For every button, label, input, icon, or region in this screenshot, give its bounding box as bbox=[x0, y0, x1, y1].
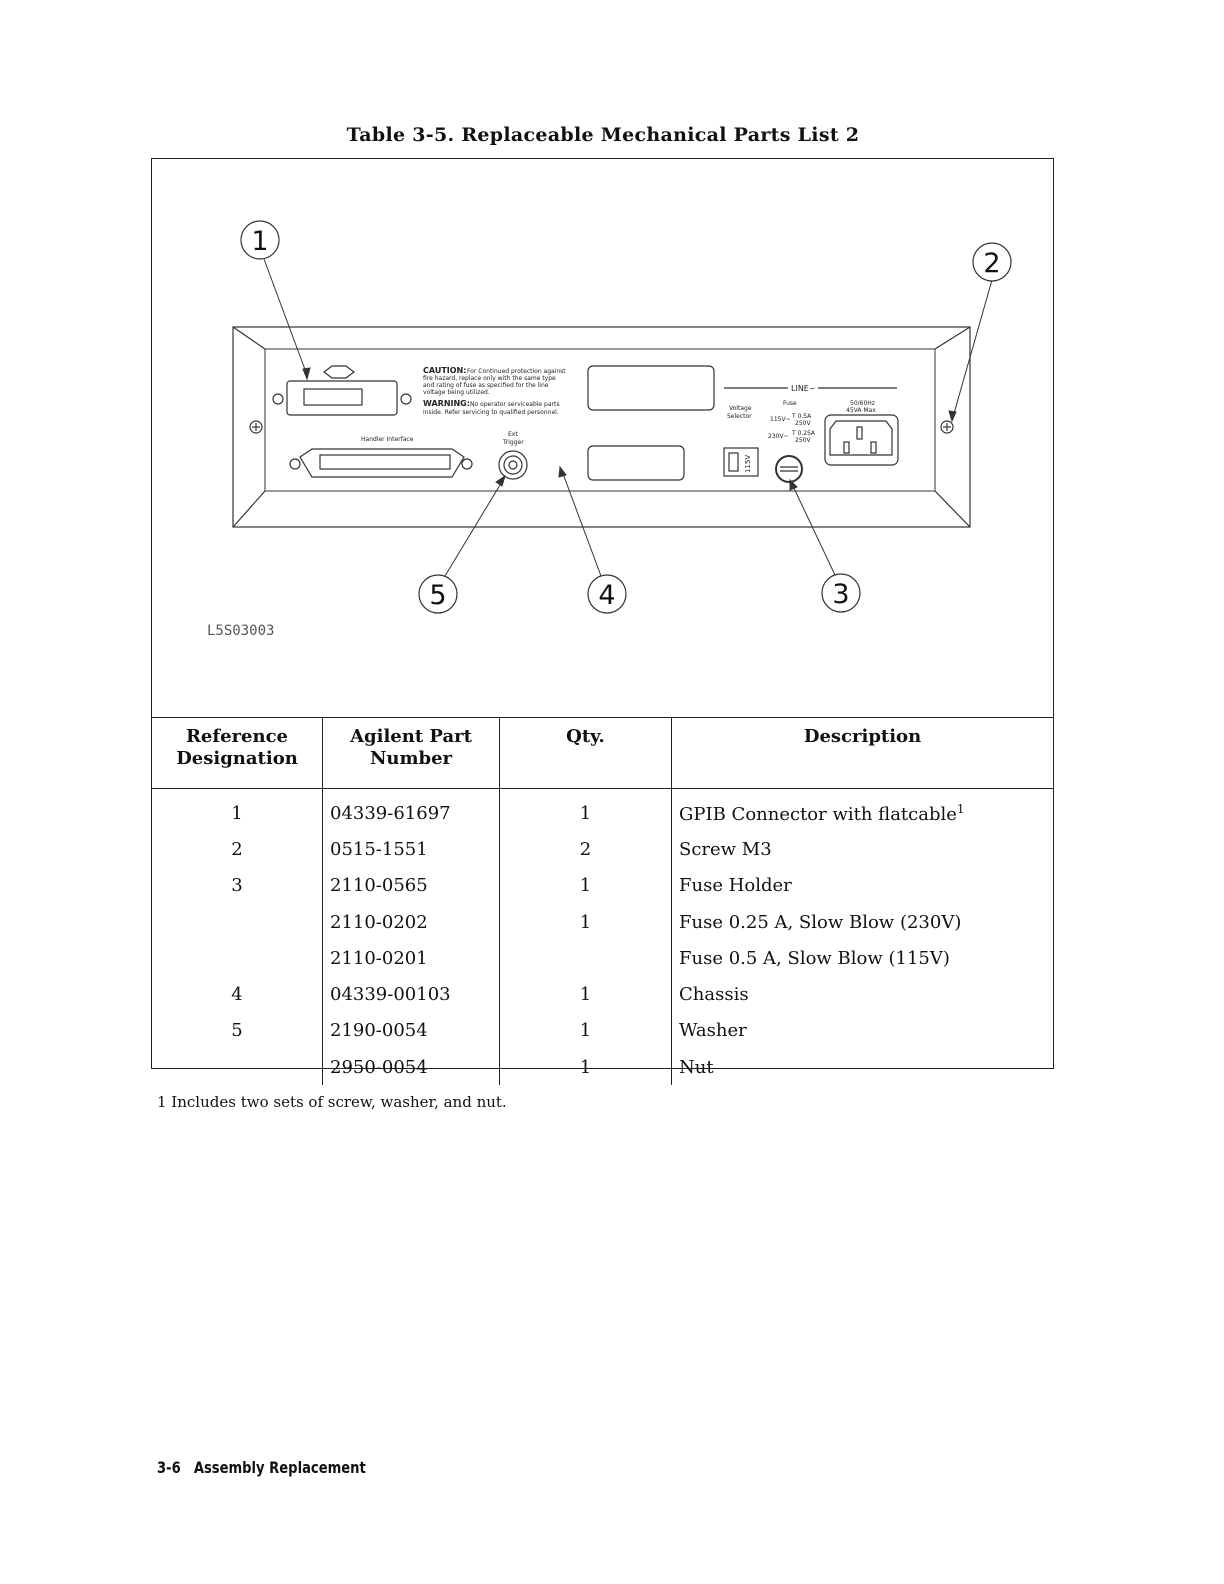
gpib-connector bbox=[273, 366, 411, 415]
description-text: Fuse 0.25 A, Slow Blow (230V) bbox=[679, 911, 962, 933]
description-cell bbox=[672, 976, 1054, 1012]
fuse-115-rating-line-2: 250V bbox=[795, 420, 811, 427]
ref-cell: 4 bbox=[231, 984, 243, 1006]
description-text: Fuse Holder bbox=[679, 875, 792, 897]
part-number-cell: 2190-0054 bbox=[323, 1013, 500, 1049]
part-number-cell: 2950-0054 bbox=[323, 1049, 500, 1085]
footnote-marker: 1 bbox=[956, 801, 965, 816]
description-text: Nut bbox=[679, 1056, 714, 1078]
blank-plate-lower bbox=[588, 446, 684, 480]
qty-cell: 1 bbox=[500, 868, 672, 904]
fuse-230-rating-line-2: 250V bbox=[795, 437, 811, 444]
footnote: 1 Includes two sets of screw, washer, and nut. bbox=[157, 1093, 507, 1111]
table-header-row bbox=[152, 718, 1053, 789]
voltage-selector-switch bbox=[724, 448, 758, 476]
section-title: Assembly Replacement bbox=[193, 1458, 366, 1477]
callout-label-5: 5 bbox=[429, 580, 447, 611]
description-cell bbox=[672, 789, 1054, 832]
ref-cell bbox=[152, 940, 323, 976]
line-label: LINE~ bbox=[791, 384, 816, 393]
fuse-115-rating-line-1: T 0.5A bbox=[792, 413, 812, 420]
selector-value-label: 115V bbox=[744, 454, 752, 473]
part-number-cell: 2110-0202 bbox=[323, 904, 500, 940]
leader-2 bbox=[953, 280, 992, 417]
header-qty: Qty. bbox=[500, 718, 672, 789]
part-number-cell: 2110-0565 bbox=[323, 868, 500, 904]
ref-cell: 2 bbox=[231, 838, 243, 860]
warning-text-line-2: inside. Refer servicing to qualified personnel. bbox=[423, 409, 559, 416]
part-number-cell: 2110-0201 bbox=[323, 940, 500, 976]
table-title: Table 3-5. Replaceable Mechanical Parts List 2 bbox=[346, 124, 860, 146]
leader-4 bbox=[562, 471, 601, 576]
fuse-holder bbox=[776, 456, 802, 482]
callout-label-3: 3 bbox=[832, 579, 850, 610]
parts-table bbox=[152, 717, 1053, 1085]
table-row bbox=[152, 868, 1053, 904]
caution-text-line-2: fire hazard, replace only with the same type bbox=[423, 375, 556, 382]
screw-right bbox=[941, 421, 953, 433]
caution-label: CAUTION: bbox=[423, 366, 467, 375]
parts-table-body bbox=[152, 789, 1053, 1086]
qty-cell: 1 bbox=[500, 904, 672, 940]
rear-panel-figure bbox=[152, 159, 1053, 717]
table-row bbox=[152, 940, 1053, 976]
frequency-label-line-1: 50/60Hz bbox=[850, 400, 875, 407]
caution-text-line-1: For Continued protection against bbox=[467, 368, 566, 375]
header-description: Description bbox=[672, 718, 1054, 789]
v115-label: 115V~ bbox=[770, 416, 791, 423]
qty-cell: 1 bbox=[500, 789, 672, 832]
ref-cell: 5 bbox=[231, 1020, 243, 1042]
description-text: Washer bbox=[679, 1020, 747, 1042]
callout-label-4: 4 bbox=[598, 580, 616, 611]
table-row bbox=[152, 831, 1053, 867]
table-row bbox=[152, 976, 1053, 1012]
part-number-cell: 04339-00103 bbox=[323, 976, 500, 1012]
rear-panel-drawing bbox=[152, 159, 1053, 717]
part-number-cell: 04339-61697 bbox=[323, 789, 500, 832]
page-number: 3-6 bbox=[157, 1458, 181, 1477]
description-text: Chassis bbox=[679, 984, 749, 1006]
header-reference-designation: Reference Designation bbox=[152, 718, 323, 789]
v230-label: 230V~ bbox=[768, 433, 789, 440]
table-row bbox=[152, 789, 1053, 832]
ext-trigger-label-line-1: Ext bbox=[508, 431, 518, 438]
qty-cell: 1 bbox=[500, 976, 672, 1012]
header-part-number: Agilent Part Number bbox=[323, 718, 500, 789]
ext-trigger-bnc bbox=[499, 451, 527, 479]
table-row bbox=[152, 904, 1053, 940]
caution-text-line-3: and rating of fuse as specified for the line bbox=[423, 382, 549, 389]
page-footer bbox=[157, 1458, 379, 1477]
ext-trigger-label-line-2: Trigger bbox=[503, 439, 524, 446]
description-cell bbox=[672, 904, 1054, 940]
leader-5 bbox=[445, 480, 503, 576]
description-text: Fuse 0.5 A, Slow Blow (115V) bbox=[679, 947, 950, 969]
description-cell bbox=[672, 940, 1054, 976]
description-cell bbox=[672, 868, 1054, 904]
table-frame bbox=[151, 158, 1054, 1078]
description-cell bbox=[672, 831, 1054, 867]
description-cell bbox=[672, 1049, 1054, 1085]
caution-text-line-4: voltage being utilized. bbox=[423, 389, 490, 396]
screw-left bbox=[250, 421, 262, 433]
callout-label-1: 1 bbox=[251, 226, 269, 257]
part-number-cell: 0515-1551 bbox=[323, 831, 500, 867]
ref-cell: 3 bbox=[231, 875, 243, 897]
ref-cell: 1 bbox=[231, 802, 243, 824]
ac-inlet bbox=[825, 415, 898, 465]
qty-cell: 1 bbox=[500, 1013, 672, 1049]
warning-text-line-1: No operator serviceable parts bbox=[470, 401, 560, 408]
description-cell bbox=[672, 1013, 1054, 1049]
voltage-selector-label-line-1: Voltage bbox=[729, 405, 752, 412]
table-row bbox=[152, 1049, 1053, 1085]
description-text: Screw M3 bbox=[679, 838, 772, 860]
leader-1 bbox=[264, 259, 307, 375]
description-text: GPIB Connector with flatcable bbox=[679, 803, 957, 825]
fuse-230-rating-line-1: T 0.25A bbox=[792, 430, 816, 437]
fuse-label: Fuse bbox=[783, 400, 797, 407]
voltage-selector-label-line-2: Selector bbox=[727, 413, 752, 420]
ref-cell bbox=[152, 1049, 323, 1085]
warning-label: WARNING: bbox=[423, 399, 470, 408]
panel-inner bbox=[265, 349, 935, 491]
handler-interface-label: Handler Interface bbox=[361, 436, 414, 443]
qty-cell bbox=[500, 940, 672, 976]
figure-id: L5S03003 bbox=[207, 623, 275, 639]
blank-plate-upper bbox=[588, 366, 714, 410]
table-row bbox=[152, 1013, 1053, 1049]
qty-cell: 2 bbox=[500, 831, 672, 867]
handler-interface-connector bbox=[290, 449, 472, 477]
leader-3 bbox=[792, 484, 835, 575]
frequency-label-line-2: 45VA Max bbox=[846, 407, 876, 414]
callout-label-2: 2 bbox=[983, 248, 1001, 279]
qty-cell: 1 bbox=[500, 1049, 672, 1085]
ref-cell bbox=[152, 904, 323, 940]
